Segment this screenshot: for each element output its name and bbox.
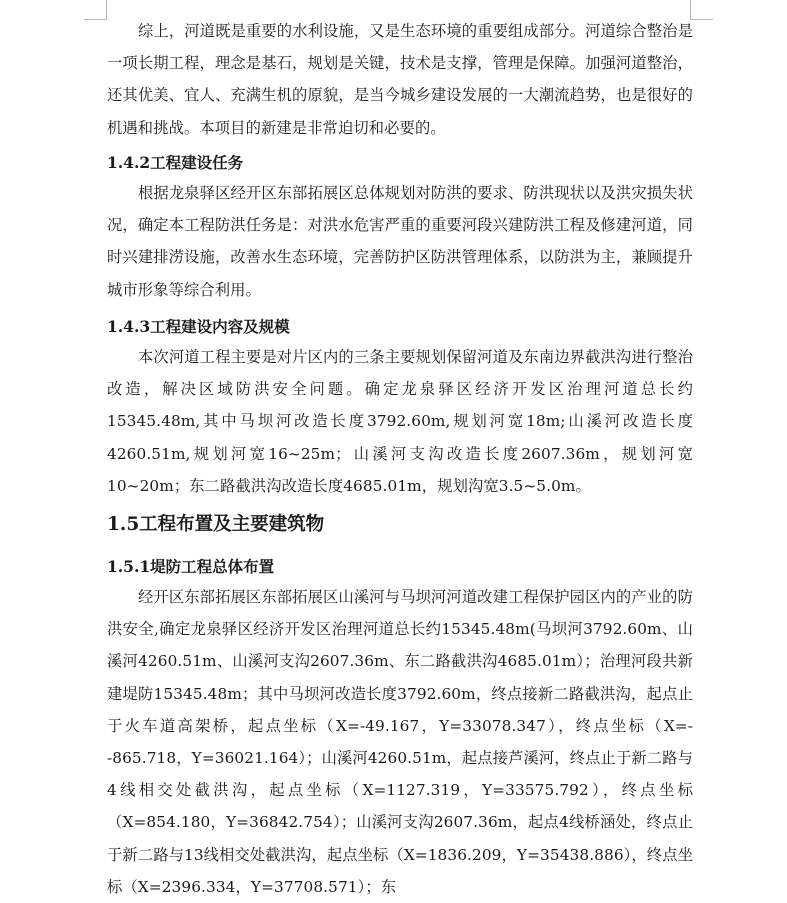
paragraph-summary: 综上，河道既是重要的水利设施，又是生态环境的重要组成部分。河道综合整治是一项长期工程，理念是基石，规划是关键，技术是支撑，管理是保障。加强河道整治，还其优美、宜人、充满生机的原貌，是当今城乡建设发展的一大潮流趋势，也是很好的机遇和挑战。本项目的新建是非常迫切和必要的。 [107, 22, 693, 137]
heading-1-5-1: 1.5.1堤防工程总体布置 [107, 557, 275, 576]
heading-1-5: 1.5工程布置及主要建筑物 [107, 514, 325, 535]
paragraph-1-4-2: 根据龙泉驿区经开区东部拓展区总体规划对防洪的要求、防洪现状以及洪灾损失状况，确定本工程防洪任务是：对洪水危害严重的重要河段兴建防洪工程及修建河道，同时兴建排涝设施，改善水生态环境，完善防护区防洪管理体系，以防洪为主，兼顾提升城市形象等综合利用。 [107, 184, 693, 299]
heading-1-4-3: 1.4.3工程建设内容及规模 [107, 317, 290, 336]
heading-1-4-2: 1.4.2工程建设任务 [107, 153, 244, 172]
margin-mark-right-horizontal [690, 19, 713, 20]
paragraph-1-5-1: 经开区东部拓展区东部拓展区山溪河与马坝河河道改建工程保护园区内的产业的防洪安全,确定龙泉驿区经济开发区治理河道总长约15345.48m(马坝河3792.60m、山溪河4260.51m、山溪河支沟2607.36m、东二路截洪沟4685.01m）；治理河段共新建堤防15345.48m；其中马坝河改造长度3792.60m，终点接新二路截洪沟，起点止于火车道高架桥，起点坐标（X=-49.167，Y=33078.347），终点坐标（X=--865.718，Y=36021.164）；山溪河4260.51m，起点接芦溪河，终点止于新二路与4线相交处截洪沟，起点坐标（X=1127.319，Y=33575.792），终点坐标（X=854.180，Y=36842.754）；山溪河支沟2607.36m，起点4线桥涵处，终点止于新二路与13线相交处截洪沟，起点坐标（X=1836.209，Y=35438.886），终点坐标（X=2396.334，Y=37708.571）；东 [107, 588, 693, 896]
margin-mark-left-horizontal [84, 19, 107, 20]
paragraph-1-4-3: 本次河道工程主要是对片区内的三条主要规划保留河道及东南边界截洪沟进行整治改造，解决区域防洪安全问题。确定龙泉驿区经济开发区治理河道总长约15345.48m,其中马坝河改造长度3792.60m,规划河宽18m;山溪河改造长度4260.51m,规划河宽16~25m；山溪河支沟改造长度2607.36m，规划河宽10~20m；东二路截洪沟改造长度4685.01m，规划沟宽3.5~5.0m。 [107, 348, 693, 495]
